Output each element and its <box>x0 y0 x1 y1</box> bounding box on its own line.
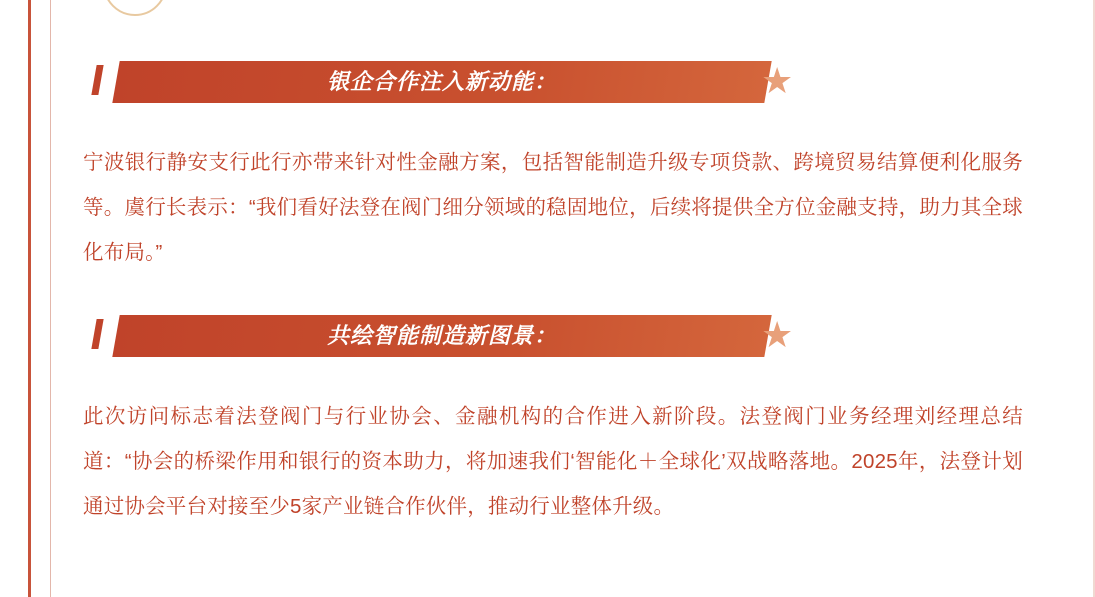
paragraph-smart: 此次访问标志着法登阀门与行业协会、金融机构的合作进入新阶段。法登阀门业务经理刘经理总结道：“协会的桥梁作用和银行的资本助力，将加速我们‘智能化＋全球化’双战略落地。2025年，法登计划通过协会平台对接至少5家产业链合作伙伴，推动行业整体升级。 <box>83 405 1023 518</box>
heading-banner-wrapper <box>83 57 1023 113</box>
paragraph-bank: 宁波银行静安支行此行亦带来针对性金融方案，包括智能制造升级专项贷款、跨境贸易结算便利化服务等。虞行长表示：“我们看好法登在阀门细分领域的稳固地位，后续将提供全方位金融支持，助力其全球化布局。” <box>83 151 1023 264</box>
section-heading-bank <box>83 57 1023 113</box>
heading-banner-label: 银企合作注入新动能： <box>326 69 557 94</box>
star-icon: ★ <box>761 60 794 101</box>
heading-banner-label: 共绘智能制造新图景： <box>326 323 557 348</box>
left-thin-rule <box>50 0 51 597</box>
heading-tick-mark <box>91 65 103 95</box>
section-heading-smart <box>83 311 1023 367</box>
heading-banner-wrapper <box>83 311 1023 367</box>
heading-tick-mark <box>91 319 103 349</box>
left-accent-rule <box>28 0 31 597</box>
document-content <box>83 0 1023 597</box>
star-icon: ★ <box>761 314 794 355</box>
